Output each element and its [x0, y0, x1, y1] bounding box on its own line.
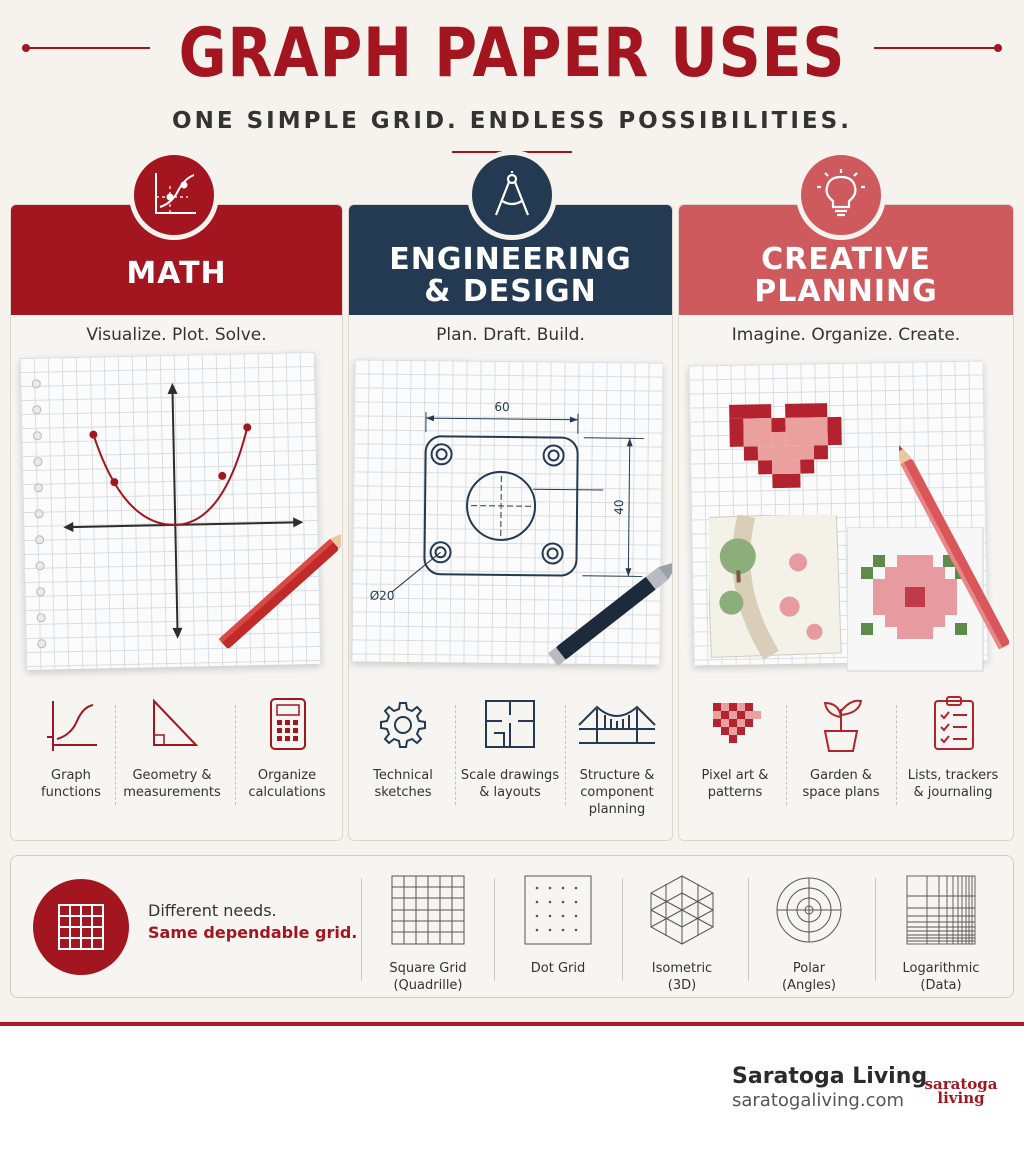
compass-icon: [486, 169, 538, 221]
card-math: [10, 204, 343, 841]
pencil-illustration: [899, 425, 1009, 675]
dimension-label-height: 40: [611, 499, 627, 515]
grid-type-label: Square Grid: [389, 961, 467, 976]
feature-label: measurements: [123, 785, 221, 800]
grid-type-divider: [361, 878, 362, 981]
feature-label: Technical: [373, 768, 433, 783]
logo-line: living: [937, 1089, 985, 1107]
dimension-label-width: 60: [494, 399, 510, 415]
grid-type-logarithmic: [876, 874, 1006, 994]
plant-icon: [811, 695, 871, 755]
grid-type-square: [363, 874, 493, 994]
feature-label: Graph: [51, 768, 91, 783]
feature-label: Organize: [257, 768, 317, 783]
card-title-line: MATH: [126, 256, 227, 291]
page-subtitle: ONE SIMPLE GRID. ENDLESS POSSIBILITIES.: [172, 108, 852, 134]
card-title-line: & DESIGN: [424, 274, 597, 309]
grid-type-polar: [744, 874, 874, 994]
card-title-line: PLANNING: [754, 274, 938, 309]
feature-geometry: [119, 695, 225, 801]
feature-label: space plans: [802, 785, 880, 800]
graph-icon: [41, 695, 101, 755]
isometric-grid-icon: [649, 874, 715, 946]
pencil-illustration: [201, 515, 341, 685]
feature-lists-trackers: [901, 695, 1005, 801]
feature-technical-sketches: [353, 695, 453, 801]
brand-url[interactable]: saratogaliving.com: [732, 1090, 905, 1111]
grid-type-dot: [493, 874, 623, 977]
mechanical-pencil-illustration: [527, 535, 673, 705]
feature-label: calculations: [248, 785, 326, 800]
logo-line: saratoga: [924, 1075, 998, 1093]
feature-pixel-art: [685, 695, 785, 801]
feature-label: component: [580, 785, 654, 800]
card-math-tagline: Visualize. Plot. Solve.: [86, 325, 267, 345]
card-engineering-tagline: Plan. Draft. Build.: [436, 325, 585, 345]
lightbulb-icon: [813, 167, 869, 223]
tagline-different-needs: Different needs.: [148, 901, 277, 920]
card-title-line: CREATIVE: [761, 242, 931, 277]
feature-divider: [455, 705, 456, 805]
calculator-icon: [257, 695, 317, 755]
feature-structure-planning: [567, 695, 667, 818]
feature-label: functions: [41, 785, 101, 800]
brand-logo: [921, 1077, 1001, 1105]
grid-type-label: (Angles): [782, 978, 836, 993]
card-creative-tagline: Imagine. Organize. Create.: [731, 325, 961, 345]
feature-label: planning: [588, 802, 646, 817]
card-engineering: [348, 204, 673, 841]
feature-label: & layouts: [479, 785, 541, 800]
gear-icon: [373, 695, 433, 755]
tagline-same-grid: Same dependable grid.: [148, 923, 358, 942]
feature-label: Garden &: [810, 768, 872, 783]
polar-grid-icon: [774, 874, 844, 946]
bridge-icon: [577, 695, 657, 755]
square-grid-icon: [390, 874, 466, 946]
grid-badge: [33, 879, 129, 975]
math-icon-circle: [129, 150, 219, 240]
feature-calculations: [237, 695, 337, 801]
feature-divider: [115, 705, 116, 805]
engineering-icon-circle: [467, 150, 557, 240]
grid-type-label: (Data): [920, 978, 962, 993]
brand-name: Saratoga Living: [732, 1064, 928, 1089]
card-title-line: ENGINEERING: [389, 242, 632, 277]
feature-label: Geometry &: [132, 768, 212, 783]
feature-label: sketches: [374, 785, 432, 800]
function-graph-icon: [148, 169, 200, 221]
grid-type-label: (3D): [667, 978, 697, 993]
feature-label: Structure &: [579, 768, 655, 783]
creative-icon-circle: [796, 150, 886, 240]
feature-graph-functions: [21, 695, 121, 801]
feature-divider: [896, 705, 897, 805]
feature-label: & journaling: [913, 785, 993, 800]
floor-plan-icon: [480, 695, 540, 755]
feature-label: Pixel art &: [701, 768, 769, 783]
feature-scale-drawings: [457, 695, 563, 801]
garden-plan-sketch: [709, 515, 849, 665]
feature-label: Scale drawings: [460, 768, 560, 783]
feature-divider: [235, 705, 236, 805]
card-creative: [678, 204, 1014, 841]
feature-label: patterns: [707, 785, 763, 800]
grid-type-label: Polar: [792, 961, 826, 976]
pixel-art-icon: [705, 695, 765, 755]
feature-garden-plans: [791, 695, 891, 801]
feature-divider: [786, 705, 787, 805]
feature-label: Lists, trackers: [907, 768, 999, 783]
grid-type-label: Isometric: [651, 961, 713, 976]
grid-type-label: Logarithmic: [902, 961, 980, 976]
divider-line: [0, 1022, 1024, 1026]
grid-types-panel: [10, 855, 1014, 998]
feature-divider: [565, 705, 566, 805]
log-grid-icon: [905, 874, 977, 946]
grid-type-label: (Quadrille): [393, 978, 463, 993]
square-grid-icon: [55, 901, 107, 953]
dot-grid-icon: [523, 874, 593, 946]
grid-type-label: Dot Grid: [530, 961, 586, 976]
checklist-icon: [923, 695, 983, 755]
dimension-label-hole: Ø20: [369, 588, 395, 603]
page-title: GRAPH PAPER USES: [178, 14, 846, 93]
grid-type-isometric: [617, 874, 747, 994]
triangle-icon: [142, 695, 202, 755]
